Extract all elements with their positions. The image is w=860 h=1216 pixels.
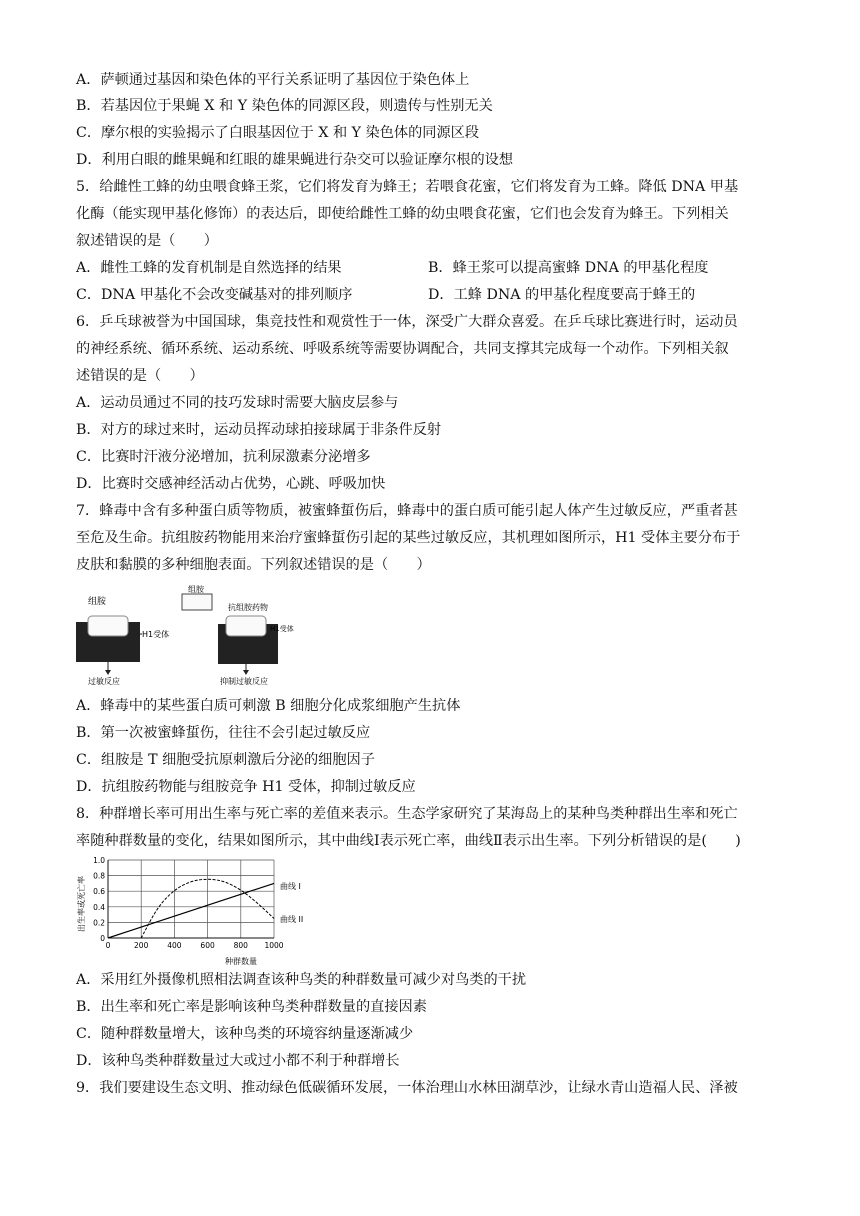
birth-death-rate-chart xyxy=(74,856,314,968)
fig-right-drug-label: 抗组胺药物 xyxy=(228,603,268,612)
x-tick-label: 1000 xyxy=(264,941,284,950)
chart-series xyxy=(108,879,274,938)
q6-stem-line: 6．乒乓球被誉为中国国球，集竞技性和观赏性于一体，深受广大群众喜爱。在乒乓球比赛进行时，运动员 xyxy=(76,314,738,330)
q8-option-c: C．随种群数量增大，该种鸟类的环境容纳量逐渐减少 xyxy=(76,1026,414,1042)
chart-xlabel: 种群数量 xyxy=(225,957,257,966)
q8-stem-line: 率随种群数量的变化，结果如图所示，其中曲线Ⅰ表示死亡率，曲线Ⅱ表示出生率。下列分析错误的是( ) xyxy=(76,833,741,849)
q5-stem-line: 化酶（能实现甲基化修饰）的表达后，即使给雌性工蜂的幼虫喂食花蜜，它们也会发育为蜂王。下列相关 xyxy=(76,206,729,222)
q8-option-a: A．采用红外摄像机照相法调查该种鸟类的种群数量可减少对鸟类的干扰 xyxy=(76,972,527,988)
q6-stem-line: 述错误的是（ ） xyxy=(76,368,204,384)
q4-option-c: C．摩尔根的实验揭示了白眼基因位于 X 和 Y 染色体的同源区段 xyxy=(76,125,480,141)
fig-right-free-histamine xyxy=(182,594,212,610)
x-tick-label: 0 xyxy=(105,941,111,950)
fig-left-histamine-block xyxy=(88,616,128,636)
chart-axes xyxy=(108,860,274,938)
q7-option-a: A．蜂毒中的某些蛋白质可刺激 B 细胞分化成浆细胞产生抗体 xyxy=(76,698,461,714)
y-tick-label: 0.2 xyxy=(93,918,105,928)
histamine-mechanism-figure xyxy=(74,584,294,686)
q7-stem-line: 皮肤和黏膜的多种细胞表面。下列叙述错误的是（ ） xyxy=(76,557,431,573)
y-tick-label: 0.4 xyxy=(93,902,105,912)
chart-grid xyxy=(108,860,274,938)
q5-stem-line: 5．给雌性工蜂的幼虫喂食蜂王浆，它们将发育为蜂王；若喂食花蜜，它们将发育为工蜂。降低 DNA 甲基 xyxy=(76,179,739,195)
q4-option-a: A．萨顿通过基因和染色体的平行关系证明了基因位于染色体上 xyxy=(76,72,470,88)
q7-stem-line: 7．蜂毒中含有多种蛋白质等物质，被蜜蜂蜇伤后，蜂毒中的蛋白质可能引起人体产生过敏反应，严重者甚 xyxy=(76,503,738,519)
q4-option-b: B．若基因位于果蝇 X 和 Y 染色体的同源区段，则遗传与性别无关 xyxy=(76,98,493,114)
q6-stem-line: 的神经系统、循环系统、运动系统、呼吸系统等需要协调配合，共同支撑其完成每一个动作。下列相关叙 xyxy=(76,341,729,357)
q5-stem-line: 叙述错误的是（ ） xyxy=(76,233,218,249)
q6-option-a: A．运动员通过不同的技巧发球时需要大脑皮层参与 xyxy=(76,395,399,411)
q6-option-d: D．比赛时交感神经活动占优势，心跳、呼吸加快 xyxy=(76,476,386,492)
fig-left-result-label: 过敏反应 xyxy=(88,677,120,686)
y-tick-label: 0.8 xyxy=(93,871,105,881)
q5-option-c: C．DNA 甲基化不会改变碱基对的排列顺序 xyxy=(76,287,353,303)
q7-option-d: D．抗组胺药物能与组胺竞争 H1 受体，抑制过敏反应 xyxy=(76,779,416,795)
fig-right-drug-block xyxy=(226,616,266,636)
q8-stem-line: 8．种群增长率可用出生率与死亡率的差值来表示。生态学家研究了某海岛上的某种鸟类种群出生率和死亡 xyxy=(76,806,738,822)
fig-right-result-label: 抑制过敏反应 xyxy=(220,677,268,686)
q7-stem-line: 至危及生命。抗组胺药物能用来治疗蜜蜂蜇伤引起的某些过敏反应，其机理如图所示，H1 受体主要分布于 xyxy=(76,530,741,546)
x-tick-label: 400 xyxy=(167,941,182,950)
fig-right-receptor-label: H1受体 xyxy=(270,625,294,633)
y-tick-label: 1.0 xyxy=(93,856,105,865)
y-tick-label: 0 xyxy=(100,934,105,943)
x-tick-label: 600 xyxy=(200,941,215,950)
q8-option-b: B．出生率和死亡率是影响该种鸟类种群数量的直接因素 xyxy=(76,999,427,1015)
curve-label-i: 曲线 I xyxy=(280,882,301,891)
q9-stem-line: 9．我们要建设生态文明、推动绿色低碳循环发展，一体治理山水林田湖草沙，让绿水青山造福人民、泽被 xyxy=(76,1080,738,1096)
chart-ylabel: 出生率或死亡率 xyxy=(77,876,86,932)
q5-option-d: D．工蜂 DNA 的甲基化程度要高于蜂王的 xyxy=(428,287,696,303)
fig-left-histamine-label: 组胺 xyxy=(88,597,107,607)
x-tick-label: 800 xyxy=(233,941,248,950)
q6-option-c: C．比赛时汗液分泌增加，抗利尿激素分泌增多 xyxy=(76,449,371,465)
q4-option-d: D．利用白眼的雌果蝇和红眼的雄果蝇进行杂交可以验证摩尔根的设想 xyxy=(76,152,514,168)
fig-right-histamine-label: 组胺 xyxy=(188,585,204,594)
fig-right-arrowhead xyxy=(243,670,249,675)
q7-option-b: B．第一次被蜜蜂蜇伤，往往不会引起过敏反应 xyxy=(76,725,371,741)
q5-option-b: B．蜂王浆可以提高蜜蜂 DNA 的甲基化程度 xyxy=(428,260,709,276)
x-tick-label: 200 xyxy=(134,941,149,950)
y-tick-label: 0.6 xyxy=(93,887,105,897)
q5-option-a: A．雌性工蜂的发育机制是自然选择的结果 xyxy=(76,260,342,276)
q7-option-c: C．组胺是 T 细胞受抗原刺激后分泌的细胞因子 xyxy=(76,752,375,768)
curve-label-ii: 曲线 II xyxy=(280,915,304,924)
q6-option-b: B．对方的球过来时，运动员挥动球拍接球属于非条件反射 xyxy=(76,422,442,438)
q8-option-d: D．该种鸟类种群数量过大或过小都不利于种群增长 xyxy=(76,1053,400,1069)
fig-left-arrowhead xyxy=(105,670,111,675)
series-line-curve-i xyxy=(108,883,274,938)
fig-left-receptor-label: H1受体 xyxy=(142,630,170,639)
chart-ticks xyxy=(93,856,284,950)
